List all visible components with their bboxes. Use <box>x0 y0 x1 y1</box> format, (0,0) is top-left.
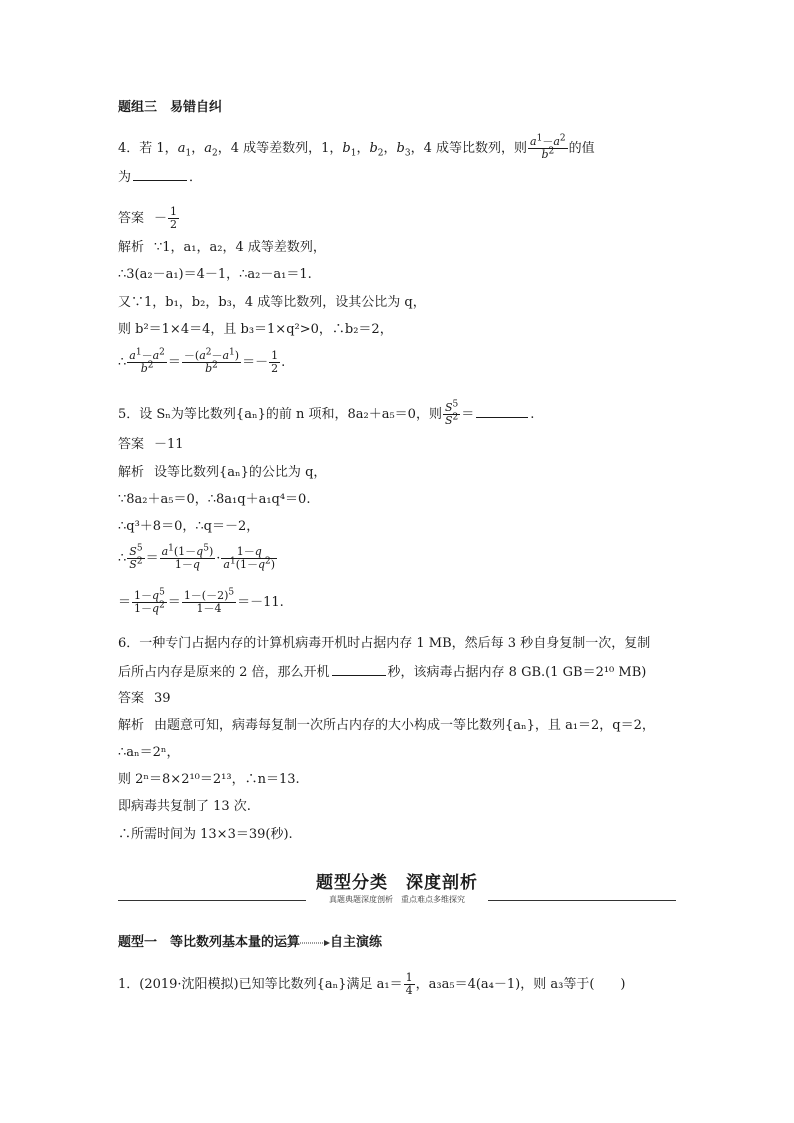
question-4-line-1: 4．若 1，$a_1$，$a_2$，4 成等差数列，1，$b_1$，$b_2$，$b_3$，4 成等比数列，则 $\frac{a^1-a^2}{b^2}$ 的值 <box>118 133 595 161</box>
question-4-answer: 答案 － $\frac{1}{2}$ <box>118 205 178 231</box>
arrow-right-icon <box>300 935 330 951</box>
question-5-analysis-3: ∴q³＋8＝0，∴q＝－2， <box>118 519 260 534</box>
question-4-analysis-5: ∴ $\frac{a^1-a^2}{b^2}$ ＝ $\frac{-(a^2-a^1)}{b^2}$ ＝－ $\frac{1}{2}$ . <box>118 347 286 375</box>
section-title: 题型分类 深度剖析 <box>316 873 478 893</box>
question-5-answer: 答案 －11 <box>118 437 184 452</box>
question-6-analysis-5: ∴所需时间为 13×3＝39(秒). <box>118 827 293 842</box>
group-heading: 题组三 易错自纠 <box>118 100 223 115</box>
question-4-line-2: 为 ． <box>118 170 203 185</box>
section-subtitle: 真题典题深度剖析 重点难点多维探究 <box>118 894 676 906</box>
answer-blank[interactable] <box>476 405 528 418</box>
question-6-analysis-3: 则 2ⁿ＝8×2¹⁰＝2¹³，∴n＝13. <box>118 772 300 787</box>
question-4-analysis-3: 又∵1，b₁，b₂，b₃，4 成等比数列，设其公比为 q， <box>118 295 426 310</box>
question-6-answer: 答案 39 <box>118 691 171 706</box>
problem-1: 1．(2019·沈阳模拟)已知等比数列{aₙ}满足 a₁＝ $\frac{1}{4}$ ，a₃a₅＝4(a₄－1)，则 a₃等于( ) <box>118 971 626 997</box>
question-6-line-2: 后所占内存是原来的 2 倍，那么开机 秒，该病毒占据内存 8 GB.(1 GB＝2¹⁰ MB) <box>118 665 647 680</box>
question-5-analysis-5: ＝ $\frac{1-q^5}{1-q^2}$ ＝ $\frac{1-(-2)^5}{1-4}$ ＝－11. <box>118 587 284 615</box>
question-4-analysis-1: 解析 ∵1，a₁，a₂，4 成等差数列， <box>118 240 326 255</box>
question-5-analysis-4: ∴ $\frac{S^5}{S^2}$ ＝ $\frac{a^1(1-q^5)}{1-q}$ · $\frac{1-q}{a^1(1-q^2)}$ <box>118 543 276 571</box>
question-5-analysis-2: ∵8a₂＋a₅＝0，∴8a₁q＋a₁q⁴＝0. <box>118 492 311 507</box>
answer-blank[interactable] <box>332 663 386 676</box>
question-5-analysis-1: 解析 设等比数列{aₙ}的公比为 q， <box>118 465 327 480</box>
section-header <box>118 873 676 904</box>
answer-blank[interactable] <box>133 168 187 181</box>
type-heading: 题型一 等比数列基本量的运算 自主演练 <box>118 935 383 950</box>
question-6-analysis-2: ∴aₙ＝2ⁿ， <box>118 745 180 760</box>
question-6-analysis-1: 解析 由题意可知，病毒每复制一次所占内存的大小构成一等比数列{aₙ}，且 a₁＝2，q＝2， <box>118 718 655 733</box>
fraction: $\frac{a^1-a^2}{b^2}$ <box>530 133 566 161</box>
question-6-analysis-4: 即病毒共复制了 13 次. <box>118 799 251 814</box>
question-4-analysis-2: ∴3(a₂－a₁)＝4－1，∴a₂－a₁＝1. <box>118 267 312 282</box>
question-6-line-1: 6．一种专门占据内存的计算机病毒开机时占据内存 1 MB，然后每 3 秒自身复制一次，复制 <box>118 636 651 651</box>
question-4-analysis-4: 则 b²＝1×4＝4，且 b₃＝1×q²>0，∴b₂＝2， <box>118 322 393 337</box>
question-5: 5．设 Sₙ为等比数列{aₙ}的前 n 项和，8a₂＋a₅＝0，则 $\frac{S^5}{S^2}$ ＝ . <box>118 399 535 427</box>
